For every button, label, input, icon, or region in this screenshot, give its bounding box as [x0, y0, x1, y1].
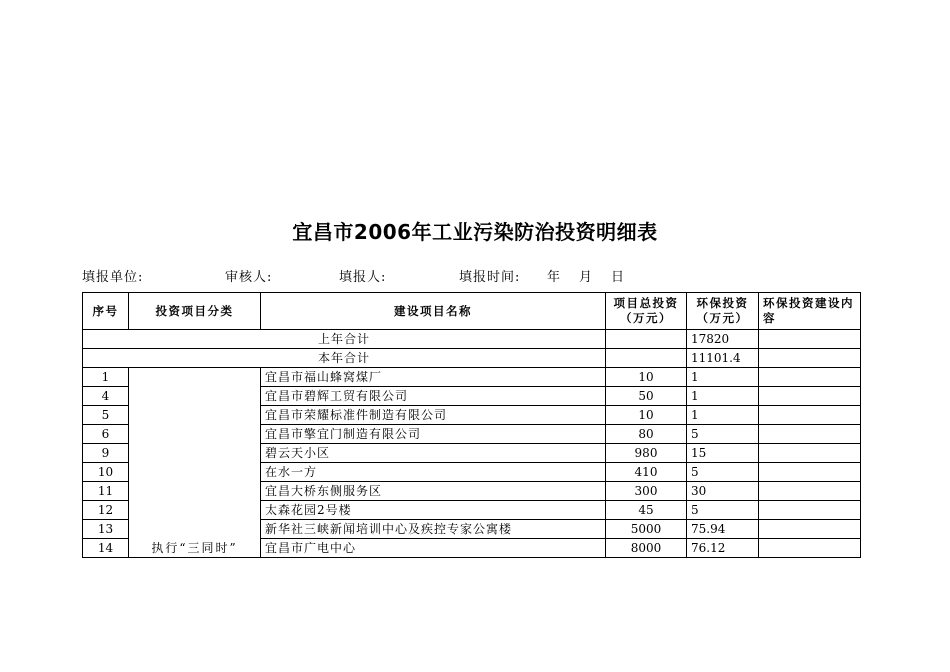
page-title: 宜昌市2006年工业污染防治投资明细表 [292, 220, 658, 244]
header-total-investment: 项目总投资（万元） [606, 293, 687, 330]
row-seq: 10 [83, 463, 129, 482]
row-seq: 9 [83, 444, 129, 463]
category-cell: 执行“三同时” [129, 368, 261, 558]
row-seq: 12 [83, 501, 129, 520]
reporting-unit-label: 填报单位: [82, 270, 144, 285]
row-env-investment: 30 [687, 482, 759, 501]
header-category: 投资项目分类 [129, 293, 261, 330]
row-env-investment: 76.12 [687, 539, 759, 558]
row-project-name: 宜昌市福山蜂窝煤厂 [261, 368, 606, 387]
table-header-row [83, 293, 861, 330]
row-env-content [759, 444, 861, 463]
row-seq: 5 [83, 406, 129, 425]
row-total-investment: 10 [606, 368, 687, 387]
row-env-investment: 5 [687, 501, 759, 520]
row-env-content [759, 520, 861, 539]
row-env-investment: 5 [687, 425, 759, 444]
header-project-name: 建设项目名称 [261, 293, 606, 330]
row-env-content [759, 425, 861, 444]
row-total-investment: 300 [606, 482, 687, 501]
last-year-total-investment [606, 330, 687, 349]
fill-time-label: 填报时间: [459, 270, 521, 285]
row-project-name: 碧云天小区 [261, 444, 606, 463]
row-env-investment: 1 [687, 387, 759, 406]
row-env-content [759, 482, 861, 501]
row-project-name: 宜昌市荣耀标准件制造有限公司 [261, 406, 606, 425]
this-year-total-row [83, 349, 861, 368]
row-total-investment: 10 [606, 406, 687, 425]
this-year-total-investment [606, 349, 687, 368]
row-env-investment: 75.94 [687, 520, 759, 539]
day-label: 日 [611, 270, 626, 285]
header-env-content: 环保投资建设内容 [759, 293, 861, 330]
last-year-total-label: 上年合计 [83, 330, 606, 349]
table-row [83, 368, 861, 387]
year-label: 年 [547, 270, 562, 285]
row-env-investment: 5 [687, 463, 759, 482]
row-total-investment: 8000 [606, 539, 687, 558]
row-env-content [759, 501, 861, 520]
month-label: 月 [579, 270, 594, 285]
row-total-investment: 5000 [606, 520, 687, 539]
row-env-content [759, 406, 861, 425]
header-env-investment: 环保投资（万元） [687, 293, 759, 330]
filler-label: 填报人: [339, 270, 387, 285]
row-total-investment: 410 [606, 463, 687, 482]
investment-detail-table [82, 292, 861, 558]
row-project-name: 宜昌大桥东侧服务区 [261, 482, 606, 501]
this-year-env-investment: 11101.4 [687, 349, 759, 368]
this-year-total-label: 本年合计 [83, 349, 606, 368]
row-env-investment: 1 [687, 368, 759, 387]
row-env-content [759, 463, 861, 482]
row-project-name: 新华社三峡新闻培训中心及疾控专家公寓楼 [261, 520, 606, 539]
row-total-investment: 50 [606, 387, 687, 406]
row-project-name: 宜昌市擎宜门制造有限公司 [261, 425, 606, 444]
row-seq: 14 [83, 539, 129, 558]
row-total-investment: 980 [606, 444, 687, 463]
row-env-investment: 15 [687, 444, 759, 463]
row-seq: 13 [83, 520, 129, 539]
row-env-content [759, 387, 861, 406]
this-year-env-content [759, 349, 861, 368]
row-total-investment: 45 [606, 501, 687, 520]
last-year-env-investment: 17820 [687, 330, 759, 349]
reviewer-label: 审核人: [225, 270, 273, 285]
row-env-content [759, 539, 861, 558]
row-env-content [759, 368, 861, 387]
row-seq: 1 [83, 368, 129, 387]
row-project-name: 在水一方 [261, 463, 606, 482]
row-seq: 4 [83, 387, 129, 406]
row-env-investment: 1 [687, 406, 759, 425]
last-year-total-row [83, 330, 861, 349]
row-project-name: 太森花园2号楼 [261, 501, 606, 520]
row-seq: 6 [83, 425, 129, 444]
row-project-name: 宜昌市广电中心 [261, 539, 606, 558]
last-year-env-content [759, 330, 861, 349]
header-seq: 序号 [83, 293, 129, 330]
row-total-investment: 80 [606, 425, 687, 444]
row-project-name: 宜昌市碧辉工贸有限公司 [261, 387, 606, 406]
row-seq: 11 [83, 482, 129, 501]
